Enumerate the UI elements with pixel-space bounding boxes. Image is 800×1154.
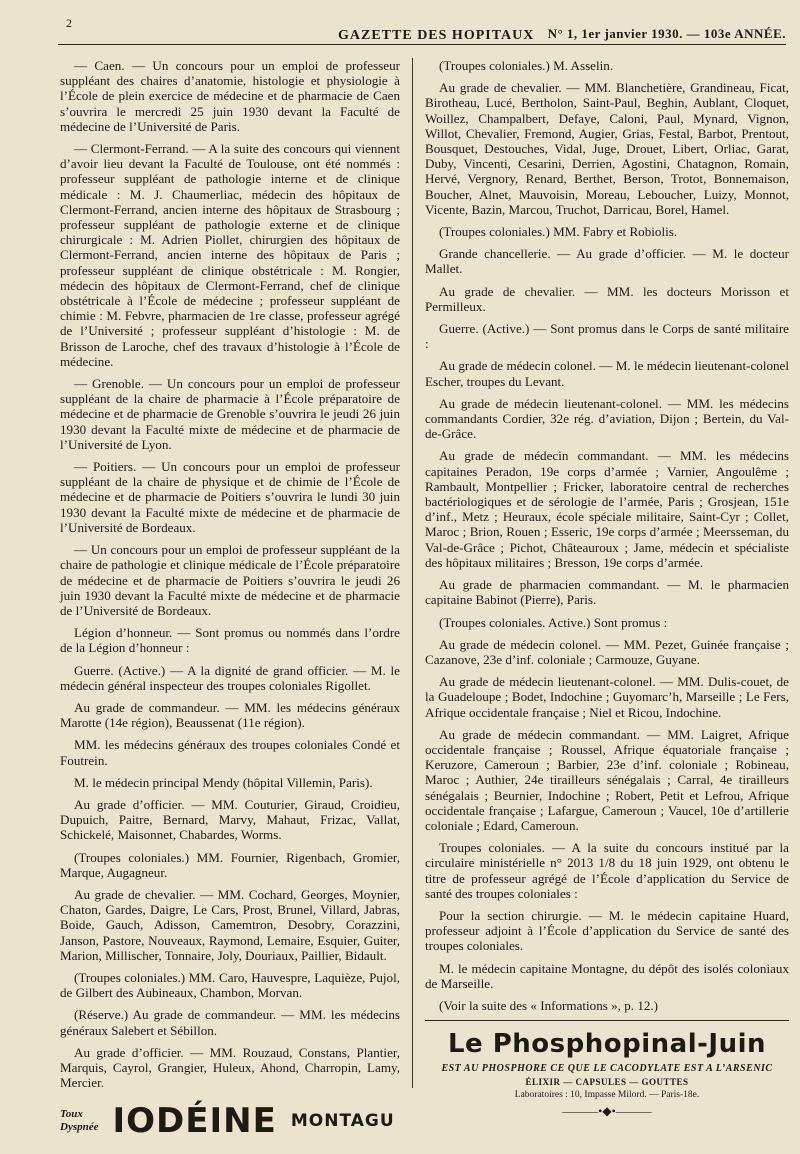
page-number: 2 xyxy=(66,16,73,30)
paragraph-fabry: (Troupes coloniales.) MM. Fabry et Robiolis. xyxy=(439,224,678,240)
ad-separator xyxy=(425,1020,789,1021)
paragraph-commandeur: Au grade de commandeur. — MM. les médecins généraux Marotte (14e région), Beaussenat (11e région). xyxy=(60,699,400,731)
ad-phosphopinal xyxy=(425,1020,789,1119)
paragraph-pharmacien: Au grade de pharmacien commandant. — M. le pharmacien capitaine Babinot (Pierre), Paris. xyxy=(425,577,789,608)
paragraph-chevalier: Au grade de chevalier. — MM. Cochard, Georges, Moynier, Chaton, Gardes, Daigre, Le Cars, Prost, Brunel, Villard, Jabras, Boide, Gauch, Adisson, Camemtron, Desobry, Corazzini, Janson, Pastore, Nouveaux, Raymond, Lemaire, Esquier, Guiter, Marion, Millischer, Tonnaire, Joly, Douriaux, Paillier, Bidault. xyxy=(60,886,400,963)
journal-title: GAZETTE DES HOPITAUX xyxy=(338,28,535,43)
right-column xyxy=(425,58,789,1020)
paragraph-mendy: M. le médecin principal Mendy (hôpital Villemin, Paris). xyxy=(74,774,373,790)
page-header xyxy=(58,16,786,45)
ad-laboratory: Laboratoires : 10, Impasse Milord. — Paris-18e. xyxy=(514,1090,700,1100)
ad-indication-toux: Toux xyxy=(60,1108,83,1120)
paragraph-col-commandant: Au grade de médecin commandant. — MM. Laigret, Afrique occidentale française ; Roussel, Afrique équatoriale française ; Keruzore, Cameroun ; Barbier, 23e d’inf. coloniale ; Robineau, Maroc ; Authier, 24e tirailleurs sénégalais ; Carral, 4e tirailleurs sénégalais ; Beurnier, Indochine ; Robert, Petit et Lefrou, Afrique occidentale française ; Lafargue, Cameroun ; Vaucel, 10e d’artillerie coloniale ; Edard, Cameroun. xyxy=(425,726,789,833)
paragraph-troupes-coloniales: Troupes coloniales. — A la suite du concours institué par la circulaire ministérielle n° 2013 1/8 du 18 juin 1929, ont obtenu le titre de professeur agrégé de l’École d’application du Service de santé des troupes coloniales : xyxy=(425,840,789,901)
paragraph-officier-coloniales: (Troupes coloniales.) MM. Fournier, Rigenbach, Gromier, Marque, Augagneur. xyxy=(60,849,400,880)
paragraph-grenoble: — Grenoble. — Un concours pour un emploi de professeur suppléant de la chaire de pharmacie à l’École préparatoire de médecine et de pharmacie de Grenoble s’ouvrira le jeudi 26 juin 1930 devant la Faculté mixte de médecine et de pharmacie de l’Université de Lyon. xyxy=(60,376,400,452)
paragraph-caen: — Caen. — Un concours pour un emploi de professeur suppléant des chaires d’anatomie, histologie et physiologie à l’École de plein exercice de médecine et de pharmacie de Caen s’ouvrira le mercredi 25 juin 1930 devant la Faculté de médecine de l’Université de Paris. xyxy=(60,58,400,134)
paragraph-lieutenant-colonel: Au grade de médecin lieutenant-colonel. — MM. les médecins commandants Cordier, 32e rég. d’aviation, Dijon ; Bertein, du Val-de-Grâce. xyxy=(425,395,789,442)
paragraph-grande-chancellerie: Grande chancellerie. — Au grade d’officier. — M. le docteur Mallet. xyxy=(425,246,789,277)
ad-iodeine xyxy=(60,1098,400,1144)
paragraph-asselin: (Troupes coloniales.) M. Asselin. xyxy=(439,58,614,73)
paragraph-col-colonel: Au grade de médecin colonel. — MM. Pezet, Guinée française ; Cazanove, 23e d’inf. coloniale ; Carmouze, Guyane. xyxy=(425,636,789,667)
paragraph-medecin-commandant: Au grade de médecin commandant. — MM. les médecins capitaines Peradon, 19e corps d’armée ; Varnier, Angoulême ; Rambault, Montpellier ; Fricker, laboratoire central de recherches bactériologiques et de sérologie de l’armée, Paris ; Grosjean, 151e d’inf., Metz ; Heuraux, école spéciale militaire, Saint-Cyr ; Collet, Maroc ; Brion, Rouen ; Esseric, 19e corps d’armée ; Meersseman, du Val-de-Grâce ; Pichot, Châteauroux ; Jame, médecin et spécialiste des hôpitaux militaires ; Bresson, 19e corps d’armée. xyxy=(425,448,789,570)
paragraph-coloniales-generaux: MM. les médecins généraux des troupes coloniales Condé et Foutrein. xyxy=(60,737,400,768)
ad-brand: Le Phosphopinal-Juin xyxy=(447,1029,767,1059)
ad-iodeine-maker: MONTAGU xyxy=(290,1111,395,1131)
paragraph-grand-officier: Guerre. (Active.) — A la dignité de grand officier. — M. le médecin général inspecteur des troupes coloniales Rigollet. xyxy=(60,662,400,693)
paragraph-chevalier-coloniales: (Troupes coloniales.) MM. Caro, Hauvespre, Laquièze, Pujol, de Gilbert des Aubineaux, Chambon, Morvan. xyxy=(60,969,400,1001)
paragraph-medecin-colonel: Au grade de médecin colonel. — M. le médecin lieutenant-colonel Escher, troupes du Levant. xyxy=(425,358,789,389)
ad-indication-dyspnee: Dyspnée xyxy=(60,1121,99,1133)
column-divider xyxy=(412,58,413,1088)
paragraph-voir-suite: (Voir la suite des « Informations », p. 12.) xyxy=(439,997,659,1013)
paragraph-poitiers-2: — Un concours pour un emploi de professeur suppléant de la chaire de pathologie et clinique médicale de l’École préparatoire de médecine et de pharmacie de Poitiers s’ouvrira le jeudi 26 juin 1930 devant la Faculté mixte de médecine et de pharmacie de l’Université de Bordeaux. xyxy=(60,542,400,618)
paragraph-legion: Légion d’honneur. — Sont promus ou nommés dans l’ordre de la Légion d’honneur : xyxy=(60,625,400,656)
paragraph-officier: Au grade d’officier. — MM. Couturier, Giraud, Croidieu, Dupuich, Paitre, Bernard, Marvy, Mahaut, Frizac, Vallat, Schickelé, Maisonnet, Chabardes, Worms. xyxy=(60,796,400,843)
ornament-icon: ———•◆•——— xyxy=(562,1104,652,1118)
issue-info: N° 1, 1er janvier 1930. — 103e ANNÉE. xyxy=(547,26,786,41)
paragraph-guerre-active: Guerre. (Active.) — Sont promus dans le Corps de santé militaire : xyxy=(425,321,789,352)
ad-iodeine-brand: IODÉINE xyxy=(112,1101,277,1141)
paragraph-coloniales-active: (Troupes coloniales. Active.) Sont promus : xyxy=(439,614,668,630)
left-column xyxy=(60,58,400,1097)
paragraph-chancellerie-chevalier: Au grade de chevalier. — MM. les docteurs Morisson et Permilleux. xyxy=(425,283,789,314)
paragraph-reserve-officier: Au grade d’officier. — MM. Rouzaud, Constans, Plantier, Marquis, Cayrol, Grangier, Huleux, Ahond, Charropin, Lamy, Mercier. xyxy=(60,1044,400,1091)
paragraph-chirurgie: Pour la section chirurgie. — M. le médecin capitaine Huard, professeur adjoint à l’École d’application du Service de santé des troupes coloniales. xyxy=(425,907,789,954)
ad-forms: ÉLIXIR — CAPSULES — GOUTTES xyxy=(525,1077,689,1087)
ad-slogan: EST AU PHOSPHORE CE QUE LE CACODYLATE EST A L’ARSENIC xyxy=(441,1063,773,1074)
paragraph-poitiers-1: — Poitiers. — Un concours pour un emploi de professeur suppléant de la chaire de physique et de chimie de l’École de médecine et de pharmacie de Poitiers s’ouvrira le lundi 30 juin 1930 devant la Faculté mixte de médecine et de pharmacie de l’Université de Bordeaux. xyxy=(60,459,400,535)
ad-indications xyxy=(60,1108,99,1134)
paragraph-montagne: M. le médecin capitaine Montagne, du dépôt des isolés coloniaux de Marseille. xyxy=(425,960,789,991)
paragraph-chevalier-list: Au grade de chevalier. — MM. Blanchetière, Grandineau, Ficat, Birotheau, Lucé, Bertholon, Saint-Paul, Beghin, Aublant, Cloquet, Woillez, Champalbert, Defaye, Caloni, Paul, Mynard, Vignon, Willot, Chevalier, Fremond, Augier, Grias, Festal, Barbot, Prentout, Bousquet, Destouches, Vidal, Juge, Drouet, Libert, Orliac, Garat, Duby, Vincenti, Cesarini, Derrien, Agostini, Chatagnon, Romain, Hervé, Vergnory, Renard, Berthet, Berson, Trotot, Bonnemaison, Boucher, Alnet, Mauvoisin, Moreau, Leboucher, Luizy, Monnot, Vicente, Bazin, Marcou, Truchot, Darricau, Borel, Hamel. xyxy=(425,80,789,217)
paragraph-col-lt-colonel: Au grade de médecin lieutenant-colonel. — MM. Dulis-couet, de la Guadeloupe ; Bodet, Indochine ; Guyomarc’h, Marseille ; Le Fers, Afrique occidentale française ; Niel et Ricou, Indochine. xyxy=(425,674,789,720)
paragraph-clermont: — Clermont-Ferrand. — A la suite des concours qui viennent d’avoir lieu devant la Faculté de Toulouse, ont été nommés : professeur suppléant de pathologie interne et de clinique médicale : M. J. Chaumerliac, médecin des hôpitaux de Clermont-Ferrand, ancien interne des hôpitaux de Strasbourg ; professeur suppléant de pathologie externe et de clinique chirurgicale : M. Adrien Piollet, chirurgien des hôpitaux de Clermont-Ferrand, ancien interne des hôpitaux de Paris ; professeur suppléant de clinique obstétricale : M. Rongier, médecin des hôpitaux de Clermont-Ferrand, chef de clinique obstétricale à l’École de médecine ; professeur suppléant de chimie : M. Febvre, pharmacien de 1re classe, professeur agrégé de l’Université ; professeur suppléant d’histologie : M. de Brisson de Laroche, chef des travaux d’histologie à l’École de médecine. xyxy=(60,141,400,369)
paragraph-reserve: (Réserve.) Au grade de commandeur. — MM. les médecins généraux Salebert et Sébillon. xyxy=(60,1007,400,1038)
